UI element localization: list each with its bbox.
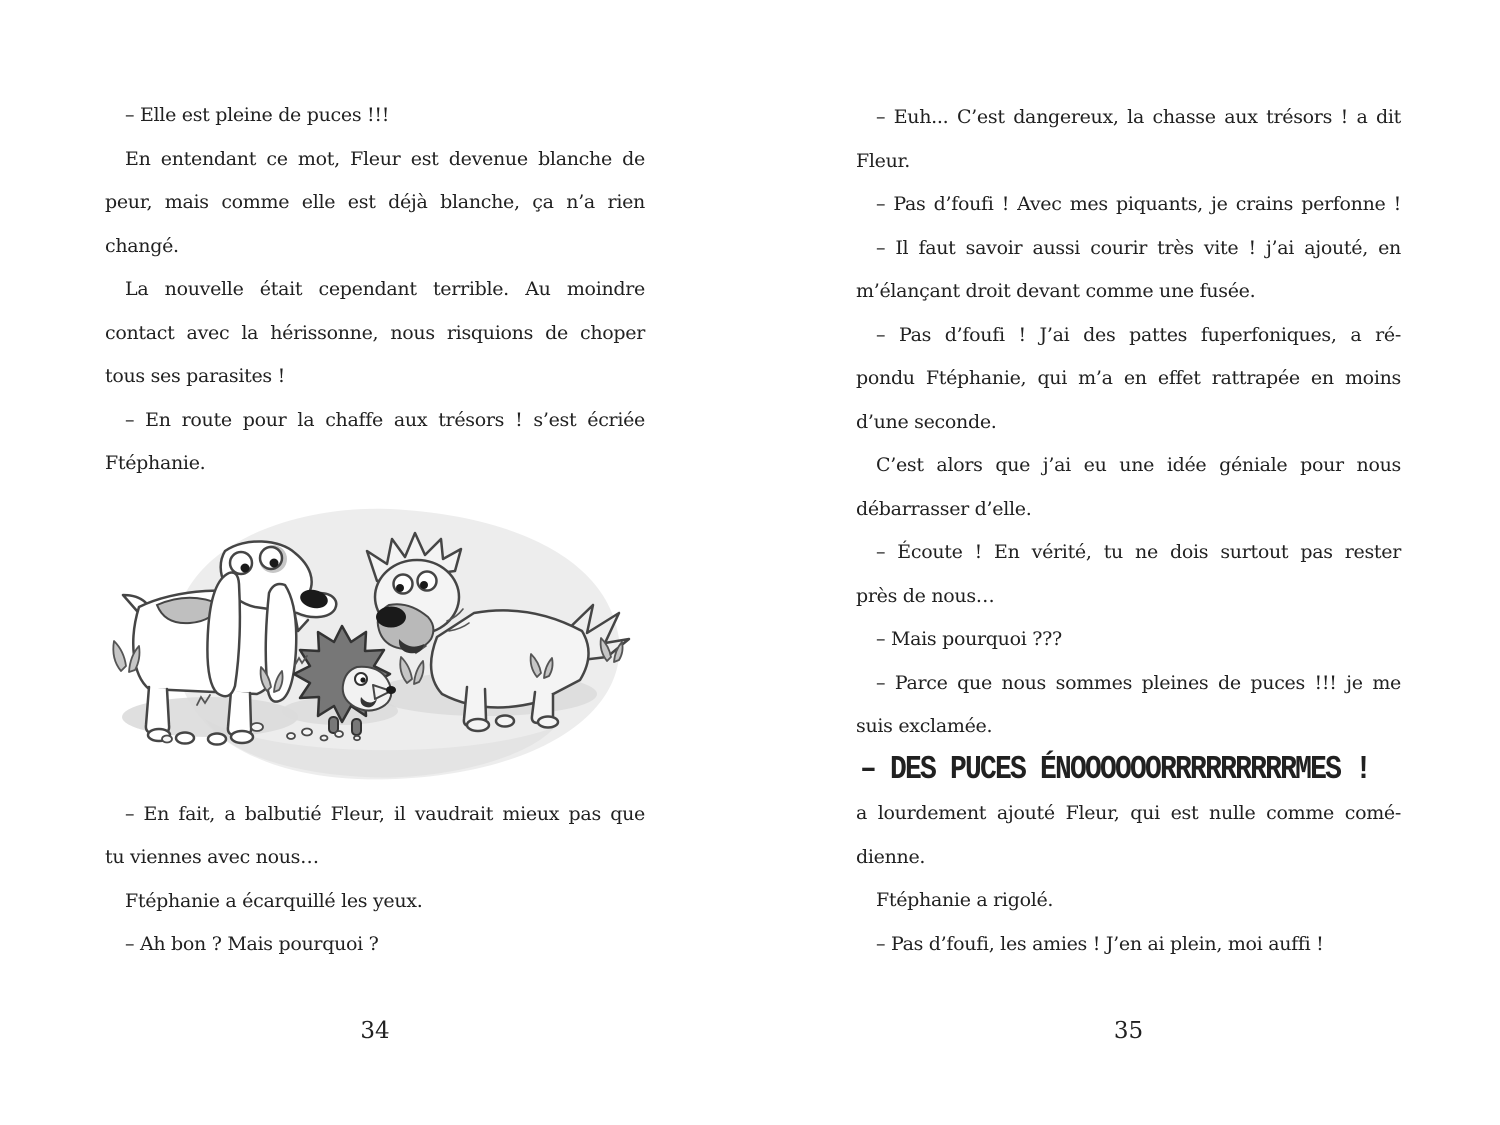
text-line: – Parce que nous sommes pleines de puces !!! je me: [876, 671, 1401, 694]
display-text-line: – DES PUCES ÉNOOOOOORRRRRRRRRMES !: [860, 751, 1371, 789]
right-page-number: 35: [1113, 1018, 1144, 1044]
text-line: m’élançant droit devant comme une fusée.: [856, 280, 1256, 302]
text-line: – Elle est pleine de puces !!!: [125, 104, 390, 126]
text-line: contact avec la hérissonne, nous risquions de choper: [105, 321, 645, 344]
text-line: – Euh... C’est dangereux, la chasse aux trésors ! a dit: [876, 106, 1401, 128]
illustration-image: [105, 489, 645, 789]
text-line: – Ah bon ? Mais pourquoi ?: [125, 933, 379, 955]
text-line: – Écoute ! En vérité, tu ne dois surtout pas rester: [876, 541, 1401, 563]
text-line: – En fait, a balbutié Fleur, il vaudrait mieux pas que: [125, 802, 645, 825]
text-line: d’une seconde.: [856, 410, 997, 433]
text-line: a lourdement ajouté Fleur, qui est nulle comme comé-: [856, 802, 1401, 824]
text-line: – Pas d’foufi ! Avec mes piquants, je crains perfonne !: [876, 193, 1401, 215]
text-line: C’est alors que j’ai eu une idée géniale pour nous: [876, 454, 1401, 476]
illustration: [105, 489, 645, 789]
text-line: peur, mais comme elle est déjà blanche, ça n’a rien: [105, 191, 645, 213]
text-line: – Pas d’foufi ! J’ai des pattes fuperfoniques, a ré-: [876, 323, 1401, 346]
text-line: suis exclamée.: [856, 715, 993, 737]
text-line: – Mais pourquoi ???: [876, 628, 1062, 650]
text-line: pondu Ftéphanie, qui m’a en effet rattrapée en moins: [856, 367, 1401, 389]
text-line: Ftéphanie a rigolé.: [876, 889, 1054, 911]
text-line: Ftéphanie a écarquillé les yeux.: [125, 889, 423, 912]
text-line: – Pas d’foufi, les amies ! J’en ai plein, moi auffi !: [876, 932, 1324, 955]
text-line: dienne.: [856, 845, 926, 868]
text-line: Fleur.: [856, 149, 910, 172]
left-page-text: [105, 94, 645, 967]
text-line: tu viennes avec nous…: [105, 846, 319, 868]
left-page-number: 34: [360, 1018, 390, 1044]
text-line: Ftéphanie.: [105, 452, 206, 474]
text-line: En entendant ce mot, Fleur est devenue blanche de: [125, 147, 645, 170]
text-line: changé.: [105, 234, 179, 257]
text-line: près de nous…: [856, 584, 995, 607]
text-line: – En route pour la chaffe aux trésors ! s’est écriée: [125, 408, 645, 431]
right-page-text: [856, 96, 1401, 966]
text-line: débarrasser d’elle.: [856, 497, 1032, 520]
text-line: tous ses parasites !: [105, 365, 285, 387]
text-line: – Il faut savoir aussi courir très vite ! j’ai ajouté, en: [876, 236, 1401, 259]
text-line: La nouvelle était cependant terrible. Au moindre: [125, 278, 645, 300]
